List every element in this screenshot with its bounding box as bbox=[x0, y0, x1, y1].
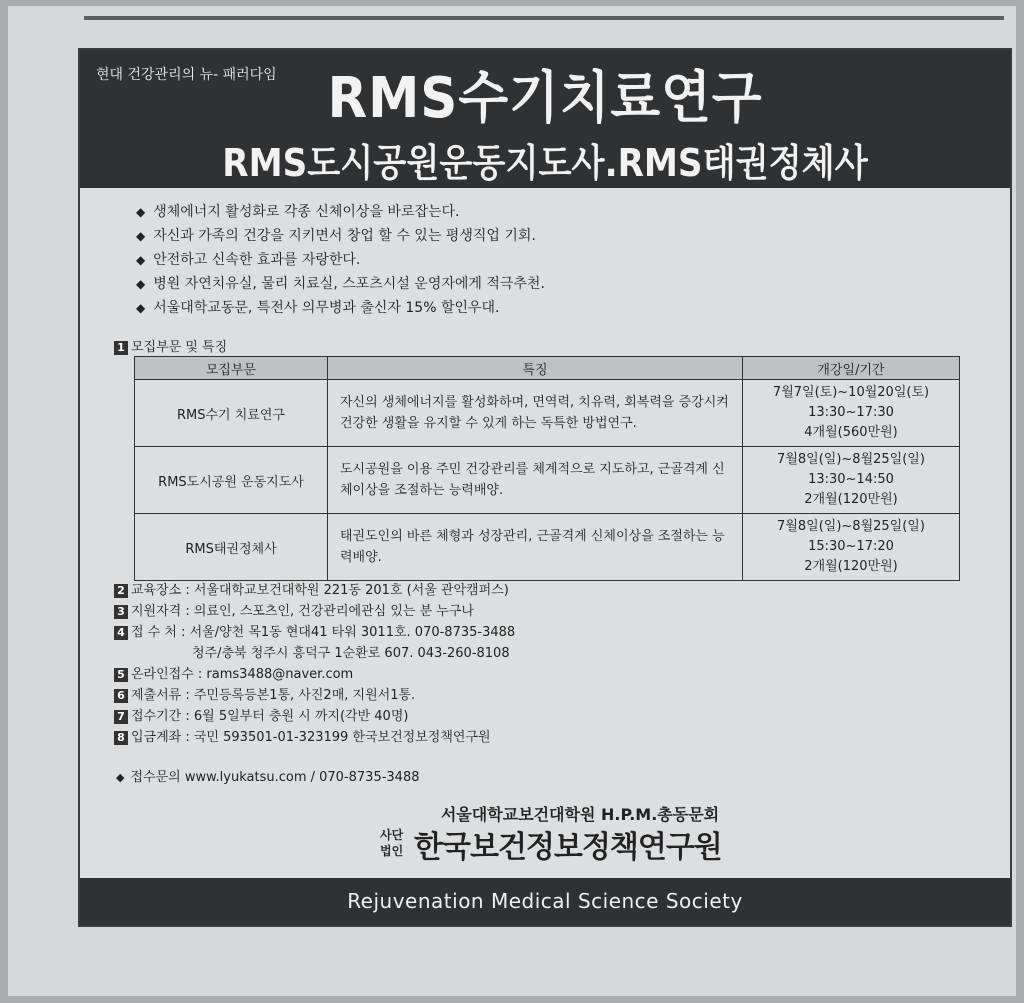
newspaper-page bbox=[8, 6, 1016, 996]
column-header: 모집부문 bbox=[135, 357, 328, 380]
course-schedule bbox=[743, 514, 960, 581]
course-name: RMS도시공원 운동지도사 bbox=[135, 447, 328, 514]
course-duration: 4개월(560만원) bbox=[804, 425, 898, 440]
org-type-top: 사단 bbox=[380, 828, 404, 842]
course-schedule bbox=[743, 380, 960, 447]
table-row bbox=[135, 447, 960, 514]
info-text: 지원자격 : 의료인, 스포츠인, 건강관리에관심 있는 분 누구나 bbox=[131, 604, 474, 619]
course-time: 13:30~14:50 bbox=[808, 472, 894, 487]
column-header: 특징 bbox=[328, 357, 743, 380]
section-heading bbox=[114, 336, 227, 355]
org-type-bottom: 법인 bbox=[380, 844, 404, 858]
course-feature: 태권도인의 바른 체형과 성장관리, 근골격계 신체이상을 조절하는 능력배양. bbox=[328, 514, 743, 581]
info-text: 접 수 처 : 서울/양천 목1동 현대41 타워 3011호. 070-8735-3488 bbox=[131, 625, 516, 640]
organization-name: 한국보건정보정책연구원 bbox=[414, 830, 722, 865]
item-number: 8 bbox=[114, 731, 128, 745]
section-number: 1 bbox=[114, 341, 128, 355]
contact-line: ◆ 접수문의 www.lyukatsu.com / 070-8735-3488 bbox=[116, 766, 420, 785]
course-schedule bbox=[743, 447, 960, 514]
item-number: 6 bbox=[114, 689, 128, 703]
course-date: 7월7일(토)~10월20일(토) bbox=[772, 385, 930, 400]
item-number: 4 bbox=[114, 626, 128, 640]
item-number: 2 bbox=[114, 584, 128, 598]
info-item bbox=[114, 622, 515, 643]
ad-footer: Rejuvenation Medical Science Society bbox=[80, 878, 1010, 925]
course-feature: 자신의 생체에너지를 활성화하며, 면역력, 치유력, 회복력을 증강시켜 건강한 생활을 유지할 수 있게 하는 독특한 방법연구. bbox=[328, 380, 743, 447]
info-item bbox=[114, 727, 515, 748]
info-text: 청주/충북 청주시 흥덕구 1순환로 607. 043-260-8108 bbox=[192, 646, 510, 661]
ad-subtitle: RMS도시공원운동지도사.RMS태권정체사 bbox=[222, 141, 868, 185]
table-row bbox=[135, 380, 960, 447]
info-text: 온라인접수 : rams3488@naver.com bbox=[131, 667, 354, 682]
bullet-item: ◆ 병원 자연치유실, 물리 치료실, 스포츠시설 운영자에게 적극추천. bbox=[136, 272, 545, 296]
info-item bbox=[114, 685, 515, 706]
top-rule bbox=[84, 16, 1004, 20]
tagline: 현대 건강관리의 뉴- 패러다임 bbox=[96, 67, 277, 83]
bullet-item: ◆ 생체에너지 활성화로 각종 신체이상을 바로잡는다. bbox=[136, 200, 545, 224]
table-header-row bbox=[135, 357, 960, 380]
info-item-continued bbox=[114, 643, 515, 664]
info-text: 접수기간 : 6월 5일부터 충원 시 까지(각반 40명) bbox=[131, 709, 409, 724]
course-date: 7월8일(일)~8월25일(일) bbox=[777, 519, 925, 534]
course-time: 15:30~17:20 bbox=[808, 539, 894, 554]
info-text: 입금계좌 : 국민 593501-01-323199 한국보건정보정책연구원 bbox=[131, 730, 491, 745]
course-duration: 2개월(120만원) bbox=[804, 492, 898, 507]
bullet-item: ◆ 서울대학교동문, 특전사 의무병과 출신자 15% 할인우대. bbox=[136, 296, 545, 320]
course-date: 7월8일(일)~8월25일(일) bbox=[777, 452, 925, 467]
course-name: RMS태권정체사 bbox=[135, 514, 328, 581]
info-item bbox=[114, 580, 515, 601]
info-item bbox=[114, 664, 515, 685]
course-duration: 2개월(120만원) bbox=[804, 559, 898, 574]
item-number: 3 bbox=[114, 605, 128, 619]
info-item bbox=[114, 601, 515, 622]
bullet-item: ◆ 자신과 가족의 건강을 지키면서 창업 할 수 있는 평생직업 기회. bbox=[136, 224, 545, 248]
org-type bbox=[380, 827, 403, 859]
course-feature: 도시공원을 이용 주민 건강관리를 체계적으로 지도하고, 근골격계 신체이상을 조절하는 능력배양. bbox=[328, 447, 743, 514]
info-item bbox=[114, 706, 515, 727]
course-time: 13:30~17:30 bbox=[808, 405, 894, 420]
alumni-association: 서울대학교보건대학원 H.P.M.총동문회 bbox=[440, 805, 720, 824]
info-text: 교육장소 : 서울대학교보건대학원 221동 201호 (서울 관악캠퍼스) bbox=[131, 583, 509, 598]
course-name: RMS수기 치료연구 bbox=[135, 380, 328, 447]
bullet-item: ◆ 안전하고 신속한 효과를 자랑한다. bbox=[136, 248, 545, 272]
course-table bbox=[134, 356, 960, 581]
table-row bbox=[135, 514, 960, 581]
advertisement bbox=[78, 48, 1012, 927]
ad-header bbox=[80, 50, 1010, 188]
column-header: 개강일/기간 bbox=[743, 357, 960, 380]
info-text: 제출서류 : 주민등록등본1통, 사진2매, 지원서1통. bbox=[131, 688, 416, 703]
bullet-list bbox=[136, 200, 545, 320]
item-number: 5 bbox=[114, 668, 128, 682]
item-number: 7 bbox=[114, 710, 128, 724]
section-label: 모집부문 및 특징 bbox=[131, 340, 228, 355]
info-list bbox=[114, 580, 515, 748]
ad-title: RMS수기치료연구 bbox=[327, 66, 763, 131]
